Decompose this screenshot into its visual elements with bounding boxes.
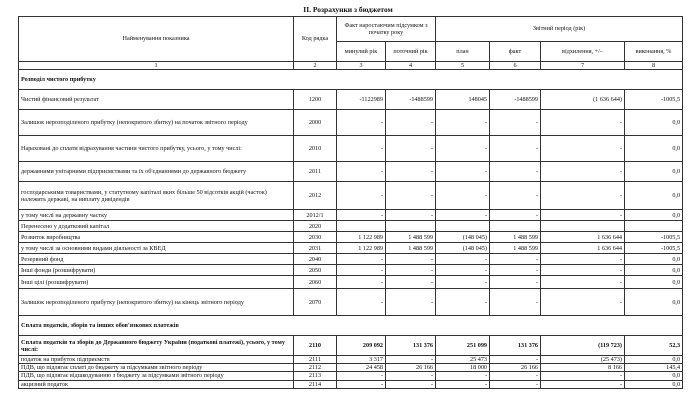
value-plan: - [436,182,490,210]
value-pct: 145,4 [625,364,683,372]
row-code: 2020 [294,221,337,232]
value-plan: - [436,254,490,265]
value-prev-year: 3 317 [337,356,386,364]
value-prev-year: - [337,380,386,388]
value-fact: - [490,356,541,364]
value-curr-year: - [386,276,436,289]
table-row [19,232,683,243]
row-code: 2113 [294,372,337,380]
value-prev-year: 1 122 989 [337,232,386,243]
table-row [19,162,683,182]
row-code: 2012/1 [294,210,337,221]
value-fact: 1 488 599 [490,243,541,254]
value-plan: - [436,276,490,289]
value-curr-year: - [386,110,436,136]
value-curr-year: - [386,136,436,162]
value-curr-year: 1 488 599 [386,243,436,254]
row-name: Резервний фонд [19,254,294,265]
row-code: 2000 [294,110,337,136]
value-pct: 0,0 [625,162,683,182]
value-prev-year: - [337,182,386,210]
row-code: 2030 [294,232,337,243]
value-pct [625,221,683,232]
table-row [19,90,683,110]
row-name: у тому числі за основними видами діяльності за КВЕД [19,243,294,254]
value-prev-year: - [337,289,386,316]
table-row [19,182,683,210]
header-deviation: відхилення, +/– [541,42,625,62]
col-number: 8 [625,62,683,70]
col-number: 6 [490,62,541,70]
value-curr-year: 26 166 [386,364,436,372]
value-curr-year: - [386,210,436,221]
row-name: ПДВ, що підлягає відшкодуванню з бюджету за підсумками звітного періоду [19,372,294,380]
header-plan: план [436,42,490,62]
value-deviation [541,221,625,232]
value-deviation: (119 723) [541,336,625,356]
value-deviation: - [541,372,625,380]
row-code: 1200 [294,90,337,110]
value-pct: -1005,5 [625,90,683,110]
value-prev-year: - [337,110,386,136]
value-deviation: - [541,136,625,162]
value-deviation: (1 636 644) [541,90,625,110]
value-deviation: - [541,182,625,210]
value-prev-year: - [337,265,386,276]
value-plan: - [436,265,490,276]
row-name: акцизний податок [19,380,294,388]
value-deviation: 1 636 644 [541,232,625,243]
value-curr-year: -1488599 [386,90,436,110]
value-pct: -1005,5 [625,232,683,243]
header-name: Найменування показника [19,17,294,62]
value-fact [490,221,541,232]
value-fact: - [490,276,541,289]
value-plan: (148 045) [436,232,490,243]
table-row [19,356,683,364]
value-prev-year: -1122989 [337,90,386,110]
header-prev-year: минулий рік [337,42,386,62]
value-prev-year [337,221,386,232]
value-curr-year: - [386,265,436,276]
value-fact: 131 376 [490,336,541,356]
value-plan: - [436,380,490,388]
row-name: у тому числі на державну частку [19,210,294,221]
value-plan: 251 099 [436,336,490,356]
value-curr-year: 131 376 [386,336,436,356]
value-deviation: - [541,110,625,136]
value-curr-year: - [386,372,436,380]
table-row [19,336,683,356]
value-deviation: - [541,380,625,388]
value-plan: 25 473 [436,356,490,364]
row-code: 2111 [294,356,337,364]
value-fact: 26 166 [490,364,541,372]
row-code: 2112 [294,364,337,372]
col-number: 3 [337,62,386,70]
row-name: ПДВ, що підлягає сплаті до бюджету за підсумками звітного періоду [19,364,294,372]
value-plan: - [436,162,490,182]
value-fact: - [490,162,541,182]
col-number: 2 [294,62,337,70]
col-number: 7 [541,62,625,70]
value-pct: 0,0 [625,380,683,388]
budget-table [18,16,683,389]
row-name: Інші фонди (розшифрувати) [19,265,294,276]
value-plan: - [436,210,490,221]
page-title: II. Розрахунки з бюджетом [303,5,393,14]
value-plan: - [436,136,490,162]
value-prev-year: - [337,162,386,182]
value-deviation: 1 636 644 [541,243,625,254]
value-fact: - [490,289,541,316]
col-number: 4 [386,62,436,70]
value-prev-year: 1 122 989 [337,243,386,254]
table-row [19,254,683,265]
value-pct: 52,3 [625,336,683,356]
value-curr-year: - [386,182,436,210]
value-fact: - [490,182,541,210]
value-pct: 0,0 [625,210,683,221]
value-pct: 0,0 [625,356,683,364]
value-fact: - [490,210,541,221]
value-plan: 18 000 [436,364,490,372]
value-fact: - [490,136,541,162]
value-fact: 1 488 599 [490,232,541,243]
value-deviation: - [541,265,625,276]
value-curr-year: - [386,254,436,265]
value-deviation: - [541,254,625,265]
table-row [19,372,683,380]
row-code: 2114 [294,380,337,388]
value-pct: 0,0 [625,254,683,265]
section-profit: Розподіл чистого прибутку [19,70,683,90]
value-fact: - [490,372,541,380]
row-code: 2050 [294,265,337,276]
col-number: 1 [19,62,294,70]
value-deviation: 8 166 [541,364,625,372]
value-pct: 0,0 [625,276,683,289]
value-plan: (148 045) [436,243,490,254]
header-curr-year: поточний рік [386,42,436,62]
header-report-group: Звітний період (рік) [436,17,683,42]
row-code: 2060 [294,276,337,289]
header-pct: виконання, % [625,42,683,62]
row-code: 2110 [294,336,337,356]
table-row [19,243,683,254]
value-plan: - [436,372,490,380]
table-row [19,110,683,136]
row-name: державними унітарними підприємствами та їх об'єднаннями до державного бюджету [19,162,294,182]
value-pct: 0,0 [625,289,683,316]
value-prev-year: 209 092 [337,336,386,356]
row-name: Нараховані до сплати відрахування частини чистого прибутку, усього, у тому числі: [19,136,294,162]
value-prev-year: 24 458 [337,364,386,372]
value-plan: - [436,289,490,316]
row-code: 2011 [294,162,337,182]
row-name: Перенесено у додатковий капітал [19,221,294,232]
value-deviation: - [541,289,625,316]
value-curr-year: 1 488 599 [386,232,436,243]
value-deviation: (25 473) [541,356,625,364]
value-plan: - [436,110,490,136]
table-row [19,364,683,372]
table-row [19,265,683,276]
value-curr-year: - [386,162,436,182]
row-name: Інші цілі (розшифрувати) [19,276,294,289]
table-row [19,136,683,162]
value-fact: - [490,380,541,388]
row-code: 2031 [294,243,337,254]
value-prev-year: - [337,210,386,221]
value-prev-year: - [337,136,386,162]
table-row [19,276,683,289]
value-pct: 0,0 [625,136,683,162]
value-fact: - [490,110,541,136]
value-deviation: - [541,210,625,221]
section-taxes: Сплата податків, зборів та інших обов'язкових платежів [19,316,683,336]
value-curr-year [386,221,436,232]
value-pct: 0,0 [625,182,683,210]
row-code: 2070 [294,289,337,316]
row-name: Залишок нерозподіленого прибутку (непокритого збитку) на кінець звітного періоду [19,289,294,316]
value-deviation: - [541,162,625,182]
row-code: 2010 [294,136,337,162]
row-code: 2040 [294,254,337,265]
row-name: господарськими товариствами, у статутному капіталі яких більше 50 відсотків акцій (часток) належить державі, на виплату дивідендів [19,182,294,210]
value-pct: 0,0 [625,372,683,380]
value-curr-year: - [386,289,436,316]
value-fact: - [490,254,541,265]
value-deviation: - [541,276,625,289]
value-prev-year: - [337,372,386,380]
row-name: Розвиток виробництва [19,232,294,243]
table-row [19,210,683,221]
row-name: Чистий фінансовий результат [19,90,294,110]
value-plan [436,221,490,232]
value-pct: 0,0 [625,110,683,136]
value-pct: 0,0 [625,265,683,276]
table-row [19,380,683,388]
value-fact: -1488599 [490,90,541,110]
header-code: Код рядка [294,17,337,62]
table-row [19,289,683,316]
value-curr-year: - [386,356,436,364]
row-name: Сплата податків та зборів до Державного бюджету України (податкові платежі), усього, у тому числі: [19,336,294,356]
col-number: 5 [436,62,490,70]
table-row [19,221,683,232]
row-name: Залишок нерозподіленого прибутку (непокритого збитку) на початок звітного періоду [19,110,294,136]
header-fact-group: Факт наростаючим підсумком з початку року [337,17,436,42]
header-fact: факт [490,42,541,62]
row-code: 2012 [294,182,337,210]
value-plan: 148045 [436,90,490,110]
row-name: податок на прибуток підприємств [19,356,294,364]
value-prev-year: - [337,276,386,289]
value-prev-year: - [337,254,386,265]
value-fact: - [490,265,541,276]
value-pct: -1005,5 [625,243,683,254]
value-curr-year: - [386,380,436,388]
